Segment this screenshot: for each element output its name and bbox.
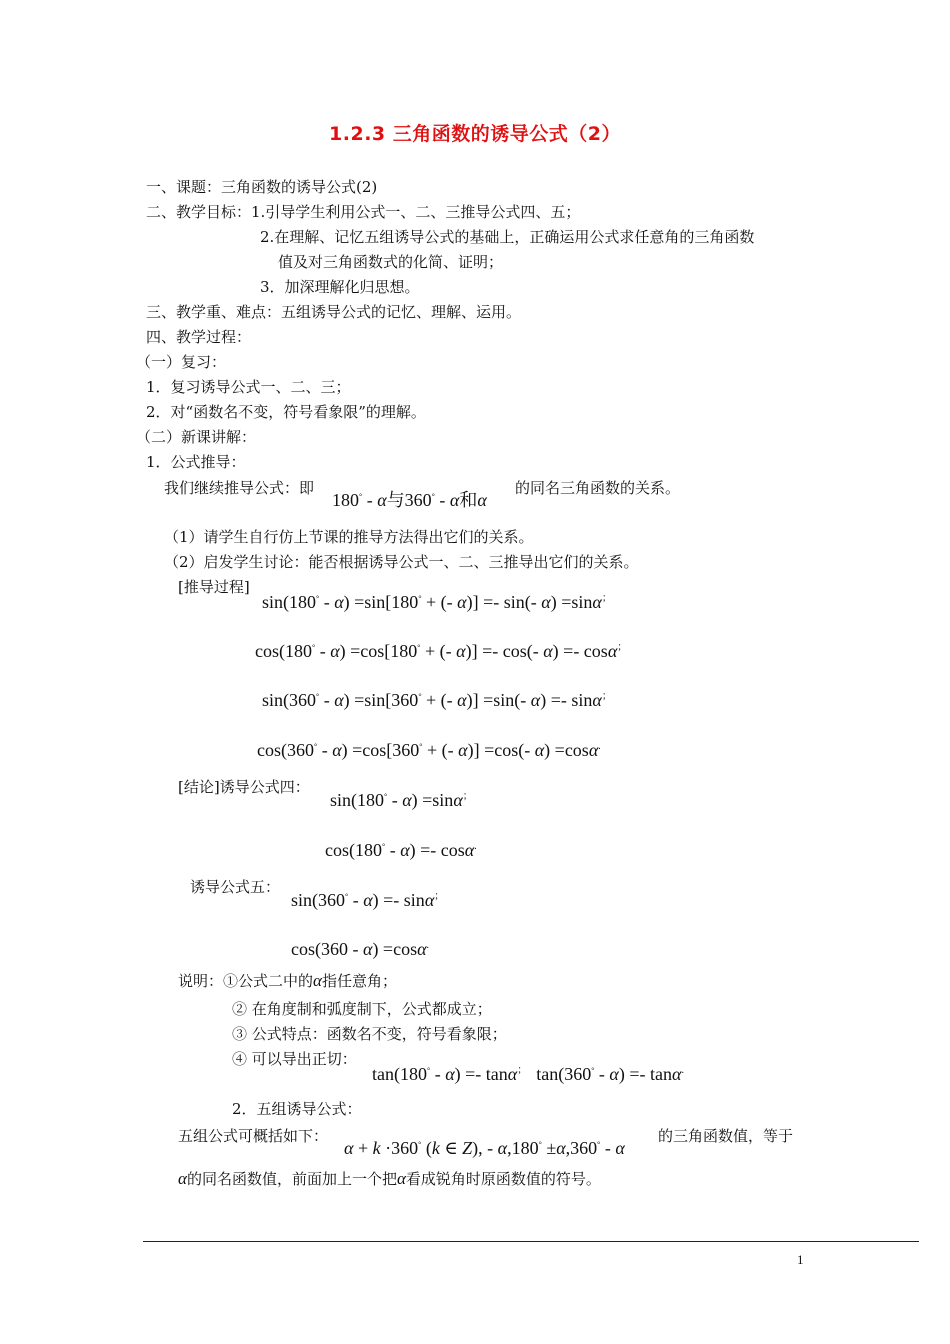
conclusion-label: [结论]诱导公式四： [178,778,310,796]
key-points: 三、教学重、难点：五组诱导公式的记忆、理解、运用。 [146,303,522,321]
derivation-intro: 我们继续推导公式：即 [164,479,315,497]
review-item-2: 2．对“函数名不变，符号看象限”的理解。 [146,403,426,421]
new-lesson-heading: （二）新课讲解： [136,428,257,446]
derivation-heading: 1．公式推导： [146,453,246,471]
section-2-heading: 2．五组诱导公式： [232,1100,362,1118]
goal-1: 二、教学目标：1.引导学生利用公式一、二、三推导公式四、五； [146,203,581,221]
summary-line-1-end: 的三角函数值，等于 [658,1127,794,1145]
step-2: （2）启发学生讨论：能否根据诱导公式一、二、三推导出它们的关系。 [164,553,639,571]
derive-eq-4: cos(360° - α) =cos[360° + (- α)] =cos(- α) =cosα. [257,740,601,760]
tangent-formulas: tan(180° - α) =- tanα； tan(360° - α) =- tanα. [372,1064,684,1084]
note-2: ② 在角度制和弧度制下，公式都成立； [232,1000,492,1018]
intro-formula: 180° - α与360° - α和α [332,490,487,510]
formula-4-cos: cos(180° - α) =- cosα. [325,840,477,860]
summary-line-2: α的同名函数值，前面加上一个把α看成锐角时原函数值的符号。 [178,1169,601,1188]
review-heading: （一）复习： [136,353,227,371]
goal-2: 2.在理解、记忆五组诱导公式的基础上，正确运用公式求任意角的三角函数 [260,228,755,246]
formula-5-cos: cos(360 - α) =cosα. [291,939,430,959]
process-heading: 四、教学过程： [146,328,252,346]
derive-eq-2: cos(180° - α) =cos[180° + (- α)] =- cos(- α) =- cosα； [255,641,628,661]
review-item-1: 1．复习诱导公式一、二、三； [146,378,351,396]
derive-eq-1: sin(180° - α) =sin[180° + (- α)] =- sin(- α) =sinα； [262,592,612,612]
note-3: ③ 公式特点：函数名不变，符号看象限； [232,1025,507,1043]
note-1: 说明：①公式二中的α指任意角； [178,971,397,990]
derive-label: [推导过程] [178,578,250,596]
note-4: ④ 可以导出正切： [232,1050,357,1068]
goal-3: 3．加深理解化归思想。 [260,278,420,296]
formula-4-sin: sin(180° - α) =sinα； [330,790,473,810]
footer-divider [143,1241,919,1242]
step-1: （1）请学生自行仿上节课的推导方法得出它们的关系。 [164,528,534,546]
goal-2-cont: 值及对三角函数式的化简、证明； [278,253,504,271]
formula-5-label: 诱导公式五： [190,878,281,896]
page-number: 1 [797,1252,804,1267]
summary-formula: α + k ·360° (k ∈ Z), - α,180° ±α,360° - α [344,1138,625,1158]
page-title: 1.2.3 三角函数的诱导公式（2） [329,123,621,145]
derivation-intro-end: 的同名三角函数的关系。 [515,479,681,497]
derive-eq-3: sin(360° - α) =sin[360° + (- α)] =sin(- α) =- sinα； [262,690,612,710]
summary-line-1: 五组公式可概括如下： [178,1127,329,1145]
formula-5-sin: sin(360° - α) =- sinα； [291,890,445,910]
lesson-topic: 一、课题：三角函数的诱导公式(2) [146,178,378,196]
